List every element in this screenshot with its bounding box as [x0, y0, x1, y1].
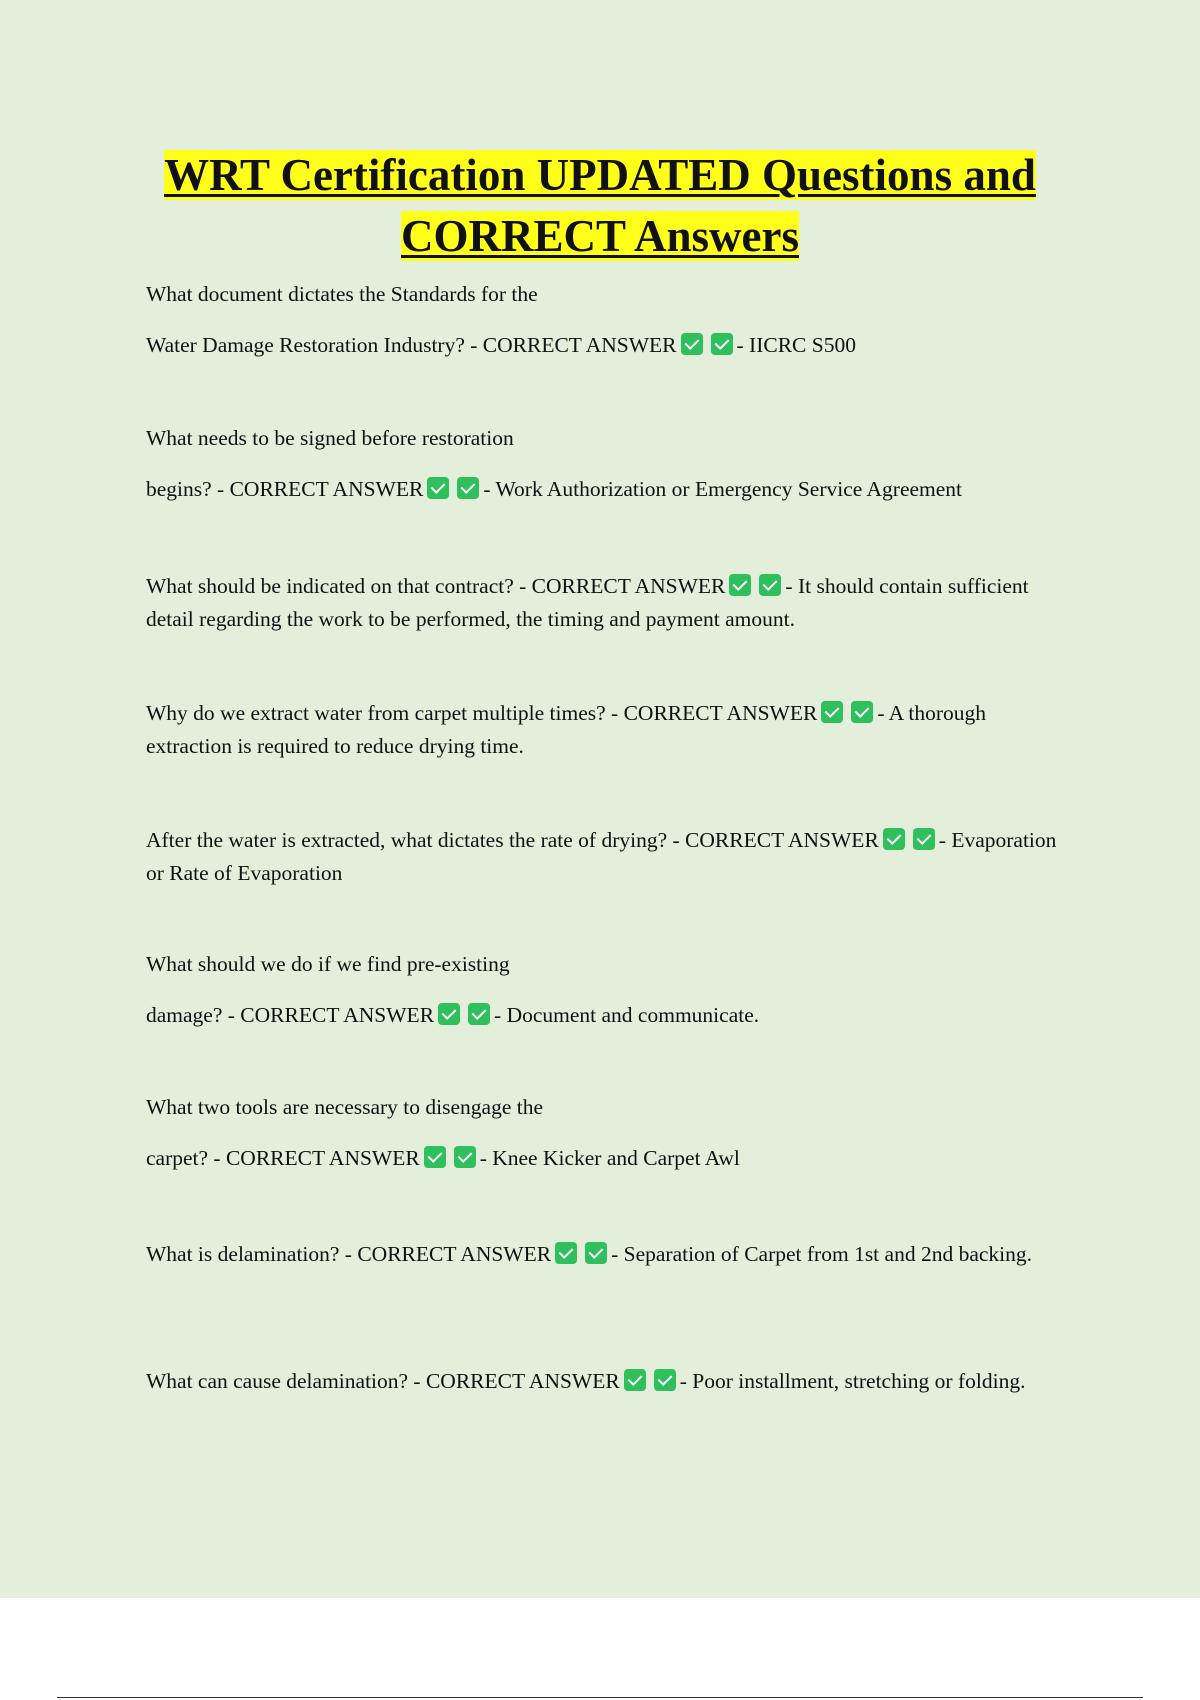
check-mark-icon — [913, 828, 935, 850]
check-mark-icon — [851, 701, 873, 723]
check-mark-icon — [883, 828, 905, 850]
qa-item — [146, 278, 1066, 362]
question-text: After the water is extracted, what dictates the rate of drying? - CORRECT ANSWER — [146, 828, 879, 852]
answer-text: - Evaporation or Rate of Evaporation — [146, 828, 1057, 885]
question-text: begins? - CORRECT ANSWER — [146, 477, 424, 501]
page-divider — [57, 1697, 1143, 1698]
question-answer-line — [146, 473, 1066, 506]
question-text: What should be indicated on that contract? - CORRECT ANSWER — [146, 574, 726, 598]
check-mark-icon — [438, 1003, 460, 1025]
check-mark-icon — [681, 333, 703, 355]
qa-item — [146, 1091, 1066, 1175]
title-line-2: CORRECT Answers — [401, 211, 799, 261]
check-mark-icon — [711, 333, 733, 355]
question-answer-line — [146, 329, 1066, 362]
check-mark-icon — [654, 1369, 676, 1391]
question-answer-line — [146, 824, 1066, 890]
answer-text: - Poor installment, stretching or folding. — [679, 1369, 1026, 1393]
check-mark-icon — [424, 1146, 446, 1168]
question-text: What two tools are necessary to disengage the — [146, 1095, 544, 1119]
question-text: Water Damage Restoration Industry? - CORRECT ANSWER — [146, 333, 677, 357]
answer-text: - Document and communicate. — [494, 1003, 760, 1027]
question-answer-line — [146, 570, 1066, 636]
check-mark-icon — [729, 574, 751, 596]
question-answer-line — [146, 697, 1066, 763]
check-mark-icon — [457, 477, 479, 499]
answer-text: - Separation of Carpet from 1st and 2nd backing. — [611, 1242, 1033, 1266]
qa-item — [146, 824, 1066, 890]
question-answer-line — [146, 1365, 1066, 1398]
check-mark-icon — [821, 701, 843, 723]
question-text: What should we do if we find pre-existing — [146, 952, 510, 976]
title-line-1: WRT Certification UPDATED Questions and — [164, 150, 1036, 200]
check-mark-icon — [624, 1369, 646, 1391]
question-text: carpet? - CORRECT ANSWER — [146, 1146, 420, 1170]
question-answer-line — [146, 999, 1066, 1032]
qa-item — [146, 422, 1066, 506]
answer-text: - A thorough extraction is required to reduce drying time. — [146, 701, 987, 758]
question-text: What needs to be signed before restoration — [146, 426, 514, 450]
answer-text: - IICRC S500 — [736, 333, 856, 357]
question-answer-line — [146, 1238, 1066, 1271]
question-text: Why do we extract water from carpet multiple times? - CORRECT ANSWER — [146, 701, 818, 725]
qa-item — [146, 948, 1066, 1032]
check-mark-icon — [585, 1242, 607, 1264]
check-mark-icon — [468, 1003, 490, 1025]
qa-item — [146, 1365, 1066, 1398]
question-text: damage? - CORRECT ANSWER — [146, 1003, 435, 1027]
qa-item — [146, 570, 1066, 636]
check-mark-icon — [454, 1146, 476, 1168]
check-mark-icon — [427, 477, 449, 499]
answer-text: - Knee Kicker and Carpet Awl — [479, 1146, 740, 1170]
qa-item — [146, 1238, 1066, 1271]
question-answer-line — [146, 1142, 1066, 1175]
page-title — [0, 145, 1200, 267]
answer-text: - It should contain sufficient detail regarding the work to be performed, the timing and payment amount. — [146, 574, 1029, 631]
check-mark-icon — [555, 1242, 577, 1264]
check-mark-icon — [759, 574, 781, 596]
question-text: What can cause delamination? - CORRECT ANSWER — [146, 1369, 620, 1393]
answer-text: - Work Authorization or Emergency Service Agreement — [483, 477, 963, 501]
qa-item — [146, 697, 1066, 763]
question-text: What is delamination? - CORRECT ANSWER — [146, 1242, 552, 1266]
question-text: What document dictates the Standards for the — [146, 282, 538, 306]
